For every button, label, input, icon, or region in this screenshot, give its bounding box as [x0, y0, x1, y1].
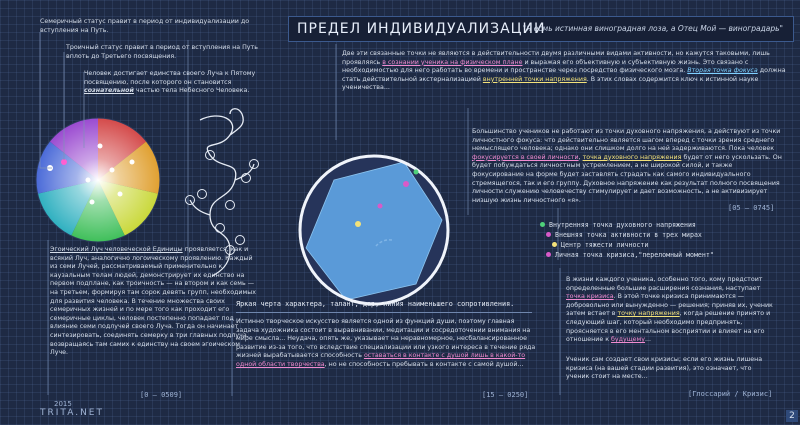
paragraph-points — [342, 50, 786, 93]
header-bar — [288, 16, 794, 42]
ref-egoic: [0 — 0509] — [140, 391, 183, 399]
egoic-lead: Эгоический Луч человеческой Единицы — [50, 246, 183, 253]
outer-activity-point — [403, 181, 409, 187]
note-unity-a: Человек достигает единства своего Луча к Пятому посвящению, после которого он становится — [84, 70, 256, 86]
legend-dot-1 — [540, 222, 545, 227]
p2-c: будет от него ускользать. Он будет побуждаться личностным устремлением, а не широкой силой, и также фокусирование на форме будет заставлять страдать как самого индивидуального стремящегося, так и его группу. Духовное напряжение как результат полного посвящения личности служению человечеству стимулирует и дает возможность, а не активизирует низшую жизнь личностного «я». — [472, 153, 782, 204]
crisis-pink: точка кризиса — [566, 293, 614, 301]
crisis-yel: точку напряжения — [617, 310, 680, 318]
bottom-u: оставаться в контакте с душой лишь в какой-то одной области творчества — [236, 352, 526, 368]
p1-c: должна стать действительной экстернализацией — [342, 67, 786, 83]
footer-brand[interactable]: TRITA.NET — [40, 408, 104, 418]
legend-dot-3 — [552, 242, 557, 247]
crisis-a: В жизни каждого ученика, особенно того, кому предстоит определенные большие расширения сознания, наступает — [566, 276, 763, 292]
paragraph-crisis-2: Ученик сам создает свои кризисы; если его жизнь лишена кризиса (на вашей стадии развития), это означает, что ученик стоит на месте... — [566, 356, 763, 381]
p2-a: Большинство учеников не работают из точки духовного напряжения, а действуют из точки личностного фокуса: что действительно является шагом вперед с точки зрения среднего немыслящего человека; однако они слишком долго на ней задерживаются. Пока человек — [472, 128, 781, 153]
legend-label-2: Внешняя точка активности в трех мирах — [555, 231, 702, 239]
p1-b: и выражая его объективную и субъективную жизнь. Это связано с необходимостью для него работать во времени и пространстве через посредство физического мозга. — [342, 58, 749, 75]
center-of-gravity-point — [355, 221, 361, 227]
egoic-rest: проявляется, как и всякий Луч, аналогично логоическому проявлению. Каждый из семи Лучей, рассматриваемый применительно к каузальным телам людей, демонстрирует их единство на первом подплане, как троичность — на втором и как семь — на третьем, формируя там сорок девять групп, необходимых для развития человека. В течение множества своих семеричных жизней и по мере того как проходит его семеричные циклы, человек постепенно попадает под влияние семи подлучей своего Луча. Тогда он начинает синтезировать, соединять семерку в три главных подлуча, возвращаясь там самих к единству на своем эгоическом Луче. — [50, 246, 256, 357]
legend-label-1: Внутренняя точка духовного напряжения — [549, 221, 696, 229]
ref-tension: [05 — 0745] — [728, 204, 775, 212]
ref-creativity: [15 — 0250] — [482, 391, 529, 399]
p1-cyan: Вторая точка фокуса — [687, 67, 758, 75]
legend-row-1 — [540, 220, 770, 230]
paragraph-tension — [472, 128, 782, 205]
p2-yel: точка духовного напряжения — [582, 153, 682, 161]
legend — [540, 220, 770, 260]
note-ternary: Троичный статус правит в период от вступления на Путь вплоть до Третьего посвящения. — [66, 44, 258, 60]
paragraph-egoic-ray — [50, 246, 260, 358]
trait-heading: Яркая черта характера, талант, дар, линия наименьшего сопротивления. — [236, 300, 515, 308]
page-title: ПРЕДЕЛ ИНДИВИДУАЛИЗАЦИИ — [297, 21, 546, 37]
focus-circle-diagram — [294, 150, 454, 310]
crisis-b: . В этой точке кризиса принимаются — добровольно или вынужденно — решения; приняв их, ученик затем встает в — [566, 293, 773, 318]
trait-underline — [236, 312, 532, 313]
legend-row-4 — [540, 250, 770, 260]
epigraph: "Я есмь истинная виноградная лоза, а Отец Мой — виноградарь" — [522, 24, 783, 33]
bottom-b: , но не способность пребывать в контакте с самой душой... — [324, 360, 524, 368]
crisis-d: ... — [645, 336, 652, 344]
legend-row-2 — [540, 230, 770, 240]
p1-a: Две эти связанные точки не являются в действительности двумя различными видами активности, но кажутся таковыми, лишь проявляясь — [342, 50, 770, 66]
p1-pink: в сознании ученика на физическом плане — [382, 58, 523, 66]
ref-crisis: [Глоссарий / Кризис] — [688, 390, 773, 398]
paragraph-creativity — [236, 318, 536, 370]
note-unity — [84, 70, 274, 96]
note-unity-em: сознательной — [84, 87, 134, 95]
legend-label-4: Личная точка кризиса,"переломный момент" — [555, 251, 714, 259]
legend-row-3 — [540, 240, 770, 250]
p2-b: , — [578, 153, 583, 161]
crisis-c: , когда решение принято и следующий шаг, который необходимо предпринять, проясняется в его ментальном восприятии и влияет на его отношение к — [566, 310, 771, 344]
paragraph-crisis — [566, 276, 776, 345]
note-unity-b: частью тела Небесного Человека. — [133, 87, 250, 95]
p1-yel: внутренней точки напряжения — [482, 75, 587, 83]
p1-d: . В этих словах содержится ключ к истинной науке ученичества... — [342, 75, 759, 92]
footer-year: 2015 — [54, 400, 72, 408]
legend-label-3: Центр тяжести личности — [561, 241, 649, 249]
bottom-a: Истинно творческое искусство является одной из функций души, поэтому главная задача художника состоит в выравнивании, медитации и сосредоточении внимания на мире смысла... Неудача, опять же, указывает на неравномерное, несбалансированное развитие из-за того, что вследствие специализации или узкого интереса в течение ряда жизней вырабатывается способность — [236, 318, 536, 360]
p2-pink: фокусируется в своей личности — [472, 153, 579, 161]
legend-dot-4 — [546, 252, 551, 257]
legend-dot-2 — [546, 232, 551, 237]
note-septenary: Семеричный статус правит в период от индивидуализации до вступления на Путь. — [40, 18, 250, 34]
page-number: 2 — [786, 410, 798, 422]
crisis-pink2: будущему — [611, 336, 646, 344]
